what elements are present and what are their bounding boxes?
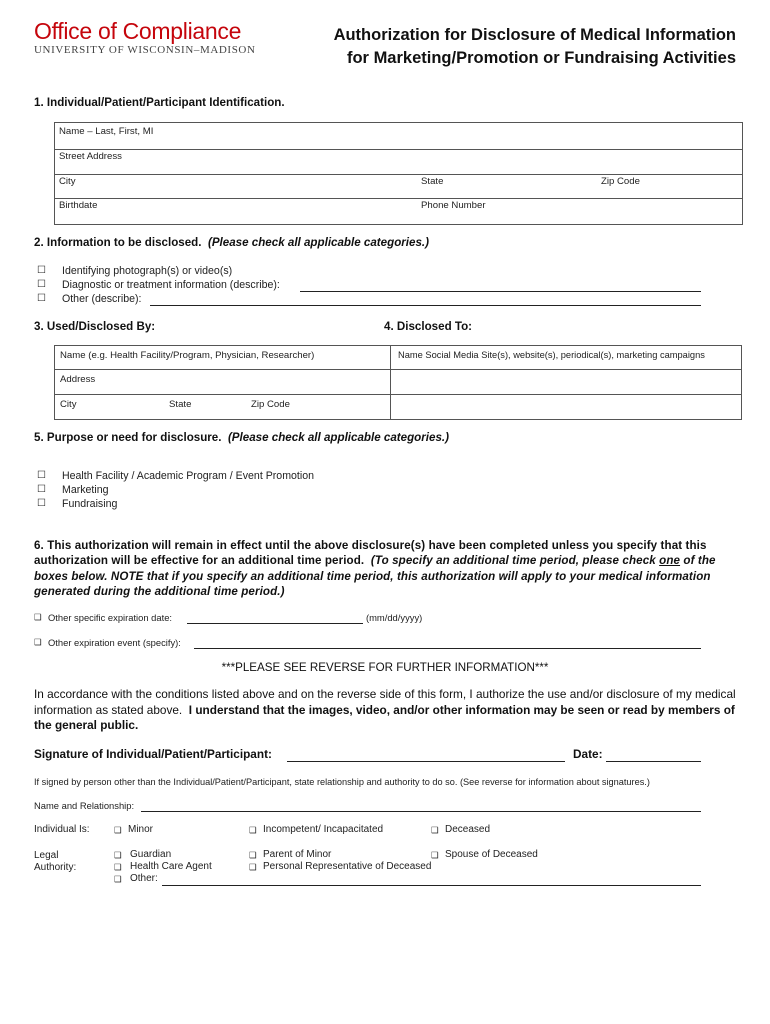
checkbox-expiration-date[interactable]: ❑ [34,612,42,622]
checkbox-other-authority[interactable]: ❑ [114,874,122,884]
section1-box [54,122,743,225]
checkbox-diagnostic[interactable]: ☐ [37,279,46,290]
expiration-date-label: Other specific expiration date: [48,612,173,623]
logo-title: Office of Compliance [34,18,242,44]
expiration-event-line[interactable] [194,648,701,649]
city-field[interactable]: City [59,176,76,187]
expiration-event-label: Other expiration event (specify): [48,637,181,648]
checkbox-health-care-agent[interactable]: ❑ [114,862,122,872]
name-relationship-line[interactable] [141,811,701,812]
signature-note: If signed by person other than the Individual/Patient/Participant, state relationship and authority to do so. (See reverse for information about signatures.) [34,777,650,787]
section1-divider [55,174,742,175]
form-title-line1: Authorization for Disclosure of Medical Information [333,26,736,44]
option-photo-label: Identifying photograph(s) or video(s) [62,265,233,277]
street-field[interactable]: Street Address [59,151,122,162]
section4-divider [391,394,741,395]
checkbox-incompetent[interactable]: ❑ [249,825,257,835]
section5-heading-note: (Please check all applicable categories.) [227,431,449,444]
accordance-bold-text: I understand that the images, video, and/or other information may be seen or read by members of the general public. [34,702,735,733]
checkbox-promotion[interactable]: ☐ [37,470,46,481]
state-field[interactable]: State [421,176,444,187]
other-authority-label: Other: [130,873,158,884]
minor-label: Minor [128,824,154,835]
section6-paragraph [34,538,738,599]
checkbox-guardian[interactable]: ❑ [114,850,122,860]
birthdate-field[interactable]: Birthdate [59,200,98,211]
checkbox-other[interactable]: ☐ [37,293,46,304]
section3-heading: 3. Used/Disclosed By: [34,320,156,333]
disclosed-by-name-field[interactable]: Name (e.g. Health Facility/Program, Physician, Researcher) [60,350,315,361]
checkbox-deceased[interactable]: ❑ [431,825,439,835]
expiration-date-line[interactable] [187,623,363,624]
parent-of-minor-label: Parent of Minor [263,849,332,860]
section4-divider [391,369,741,370]
other-authority-line[interactable] [162,885,701,886]
personal-representative-label: Personal Representative of Deceased [263,861,432,872]
legal-authority-label-2: Authority: [34,862,77,873]
form-title-line2: for Marketing/Promotion or Fundraising Activities [346,49,736,67]
disclosed-by-state-field[interactable]: State [169,399,192,410]
section2-heading-text: 2. Information to be disclosed. [34,236,202,249]
diagnostic-describe-line[interactable] [300,291,701,292]
section2-heading-note: (Please check all applicable categories.) [207,236,429,249]
incompetent-label: Incompetent/ Incapacitated [263,824,384,835]
checkbox-personal-representative[interactable]: ❑ [249,862,257,872]
name-field[interactable]: Name – Last, First, MI [59,126,154,137]
checkbox-fundraising[interactable]: ☐ [37,498,46,509]
section6-note-underline: one [659,554,681,568]
section6-text: 6. This authorization will remain in effect until the above disclosure(s) have been completed unless you specify that this authorization will be effective for an additional time period. [34,539,707,568]
section6-note-1: (To specify an additional time period, please check [370,554,656,568]
section1-divider [55,149,742,150]
section6-note-2: of the boxes below. NOTE that if you specify an additional time period, this authorization will apply to your medical information generated during the additional time period.) [34,554,716,598]
reverse-notice: ***PLEASE SEE REVERSE FOR FURTHER INFORMATION*** [221,661,549,674]
health-care-agent-label: Health Care Agent [130,861,212,872]
spouse-of-deceased-label: Spouse of Deceased [445,849,538,860]
other-describe-line[interactable] [150,305,701,306]
date-label: Date: [573,747,603,761]
option-diagnostic-label: Diagnostic or treatment information (describe): [62,279,280,291]
checkbox-marketing[interactable]: ☐ [37,484,46,495]
deceased-label: Deceased [445,824,491,835]
section5-heading-text: 5. Purpose or need for disclosure. [34,431,222,444]
form-title [334,24,736,70]
checkbox-minor[interactable]: ❑ [114,825,122,835]
expiration-date-format: (mm/dd/yyyy) [366,612,423,623]
guardian-label: Guardian [130,849,172,860]
option-fundraising-label: Fundraising [62,498,118,510]
section2-heading [34,236,429,249]
disclosed-by-zip-field[interactable]: Zip Code [251,399,290,410]
section3-divider [55,369,390,370]
signature-label: Signature of Individual/Patient/Participant: [34,747,272,761]
accordance-text: In accordance with the conditions listed above and on the reverse side of this form, I authorize the use and/or disclosure of my medical information as stated above. [34,687,736,717]
section1-divider [55,198,742,199]
option-other-label: Other (describe): [62,293,142,305]
date-line[interactable] [606,761,701,762]
signature-line[interactable] [287,761,565,762]
checkbox-photo[interactable]: ☐ [37,265,46,276]
legal-authority-label: Legal [34,850,59,861]
option-marketing-label: Marketing [62,484,109,496]
accordance-paragraph [34,687,740,734]
name-relationship-label: Name and Relationship: [34,800,135,811]
zip-field[interactable]: Zip Code [601,176,640,187]
section3-divider [55,394,390,395]
section4-heading: 4. Disclosed To: [384,320,473,333]
option-promotion-label: Health Facility / Academic Program / Event Promotion [62,470,314,482]
logo-subtitle: UNIVERSITY OF WISCONSIN–MADISON [34,44,256,56]
checkbox-parent-of-minor[interactable]: ❑ [249,850,257,860]
checkbox-spouse-of-deceased[interactable]: ❑ [431,850,439,860]
disclosed-by-city-field[interactable]: City [60,399,77,410]
phone-field[interactable]: Phone Number [421,200,486,211]
section5-heading [34,431,449,444]
section1-heading: 1. Individual/Patient/Participant Identification. [34,96,285,109]
section4-box [390,345,742,420]
individual-is-label: Individual Is: [34,824,90,835]
section3-box [54,345,391,420]
checkbox-expiration-event[interactable]: ❑ [34,637,42,647]
disclosed-by-address-field[interactable]: Address [60,374,96,385]
disclosed-to-name-field[interactable]: Name Social Media Site(s), website(s), periodical(s), marketing campaigns [398,350,705,360]
